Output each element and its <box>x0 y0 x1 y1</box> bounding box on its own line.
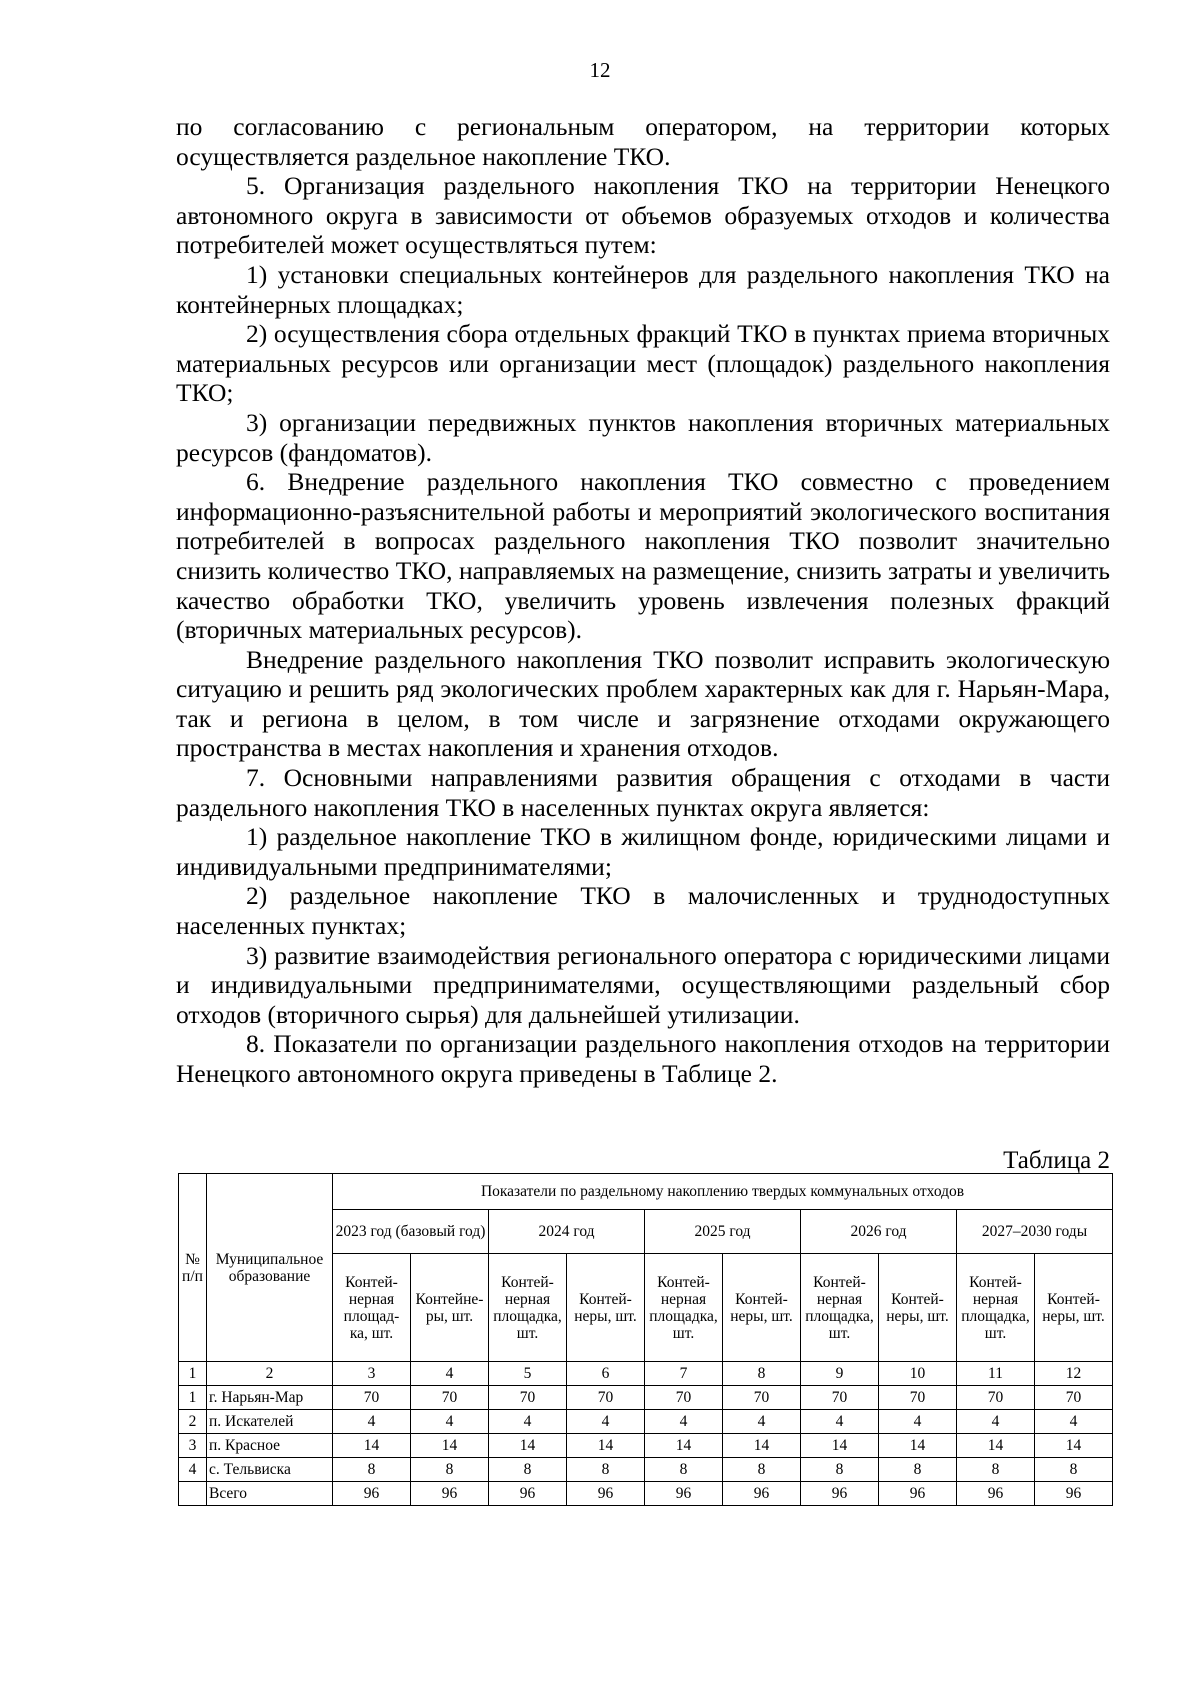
table-row <box>179 1410 1113 1434</box>
paragraph: 1) установки специальных контейнеров для раздельного накопления ТКО на контейнерных площадках; <box>176 259 1110 319</box>
value-cell: 96 <box>723 1482 801 1506</box>
value-cell: 4 <box>489 1410 567 1434</box>
paragraph: 7. Основными направлениями развития обращения с отходами в части раздельного накопления ТКО в населенных пунктах округа является: <box>176 763 1110 822</box>
row-number-cell: 3 <box>179 1434 207 1458</box>
value-cell: 14 <box>879 1434 957 1458</box>
table-caption: Таблица 2 <box>1003 1147 1110 1174</box>
column-number-cell: 5 <box>489 1362 567 1386</box>
value-cell: 70 <box>1035 1386 1113 1410</box>
header-year: 2024 год <box>489 1210 645 1254</box>
header-subcolumn: Контейне-ры, шт. <box>411 1254 489 1362</box>
header-subcolumn: Контей-неры, шт. <box>1035 1254 1113 1362</box>
value-cell: 4 <box>645 1410 723 1434</box>
value-cell: 8 <box>333 1458 411 1482</box>
table-row <box>179 1386 1113 1410</box>
value-cell: 8 <box>879 1458 957 1482</box>
value-cell: 8 <box>411 1458 489 1482</box>
value-cell: 70 <box>723 1386 801 1410</box>
column-number-cell: 11 <box>957 1362 1035 1386</box>
header-num: № п/п <box>179 1174 207 1362</box>
value-cell: 4 <box>411 1410 489 1434</box>
municipality-cell: Всего <box>207 1482 333 1506</box>
header-year: 2023 год (базовый год) <box>333 1210 489 1254</box>
value-cell: 4 <box>879 1410 957 1434</box>
paragraph: 3) организации передвижных пунктов накопления вторичных материальных ресурсов (фандоматов). <box>176 407 1110 467</box>
column-number-cell: 1 <box>179 1362 207 1386</box>
row-number-cell: 1 <box>179 1386 207 1410</box>
table-row <box>179 1458 1113 1482</box>
header-subcolumn: Контей-нерная площадка, шт. <box>645 1254 723 1362</box>
paragraph: 2) раздельное накопление ТКО в малочисленных и труднодоступных населенных пунктах; <box>176 881 1110 941</box>
value-cell: 14 <box>645 1434 723 1458</box>
paragraph: 1) раздельное накопление ТКО в жилищном фонде, юридическими лицами и индивидуальными предпринимателями; <box>176 822 1110 881</box>
header-year: 2025 год <box>645 1210 801 1254</box>
value-cell: 4 <box>567 1410 645 1434</box>
header-municipality: Муниципальное образование <box>207 1174 333 1362</box>
value-cell: 4 <box>333 1410 411 1434</box>
paragraph: 2) осуществления сбора отдельных фракций ТКО в пунктах приема вторичных материальных ресурсов или организации мест (площадок) раздельного накопления ТКО; <box>176 319 1110 408</box>
table-row <box>179 1434 1113 1458</box>
paragraph: по согласованию с региональным оператором, на территории которых осуществляется раздельное накопление ТКО. <box>176 112 1110 171</box>
header-subcolumn: Контей-нерная площадка, шт. <box>957 1254 1035 1362</box>
total-row <box>179 1482 1113 1506</box>
column-number-cell: 8 <box>723 1362 801 1386</box>
row-number-cell: 2 <box>179 1410 207 1434</box>
column-number-cell: 12 <box>1035 1362 1113 1386</box>
header-subcolumn: Контей-неры, шт. <box>723 1254 801 1362</box>
column-number-cell: 6 <box>567 1362 645 1386</box>
value-cell: 8 <box>723 1458 801 1482</box>
value-cell: 70 <box>801 1386 879 1410</box>
value-cell: 8 <box>567 1458 645 1482</box>
row-number-cell <box>179 1482 207 1506</box>
value-cell: 4 <box>723 1410 801 1434</box>
value-cell: 8 <box>1035 1458 1113 1482</box>
header-year: 2027–2030 годы <box>957 1210 1113 1254</box>
municipality-cell: с. Тельвиска <box>207 1458 333 1482</box>
header-subcolumn: Контей-неры, шт. <box>879 1254 957 1362</box>
value-cell: 70 <box>567 1386 645 1410</box>
value-cell: 70 <box>411 1386 489 1410</box>
value-cell: 14 <box>723 1434 801 1458</box>
value-cell: 8 <box>645 1458 723 1482</box>
value-cell: 4 <box>1035 1410 1113 1434</box>
column-number-cell: 2 <box>207 1362 333 1386</box>
municipality-cell: п. Искателей <box>207 1410 333 1434</box>
municipality-cell: п. Красное <box>207 1434 333 1458</box>
paragraph: Внедрение раздельного накопления ТКО позволит исправить экологическую ситуацию и решить ряд экологических проблем характерных как для г. Нарьян-Мара, так и региона в целом, в том числе и загрязнение отходами окружающего пространства в местах накопления и хранения отходов. <box>176 644 1110 763</box>
value-cell: 14 <box>333 1434 411 1458</box>
body-text <box>176 112 1110 1089</box>
column-number-cell: 4 <box>411 1362 489 1386</box>
value-cell: 96 <box>333 1482 411 1506</box>
paragraph: 5. Организация раздельного накопления ТКО на территории Ненецкого автономного округа в зависимости от объемов образуемых отходов и количества потребителей может осуществляться путем: <box>176 171 1110 260</box>
column-number-cell: 3 <box>333 1362 411 1386</box>
value-cell: 70 <box>645 1386 723 1410</box>
page-number: 12 <box>589 58 611 82</box>
column-number-row <box>179 1362 1113 1386</box>
value-cell: 70 <box>957 1386 1035 1410</box>
value-cell: 14 <box>567 1434 645 1458</box>
paragraph: 3) развитие взаимодействия регионального оператора с юридическими лицами и индивидуальными предпринимателями, осуществляющими раздельный сбор отходов (вторичного сырья) для дальнейшей утилизации. <box>176 940 1110 1029</box>
value-cell: 70 <box>333 1386 411 1410</box>
header-year: 2026 год <box>801 1210 957 1254</box>
value-cell: 14 <box>489 1434 567 1458</box>
value-cell: 4 <box>957 1410 1035 1434</box>
value-cell: 96 <box>645 1482 723 1506</box>
value-cell: 96 <box>567 1482 645 1506</box>
value-cell: 8 <box>489 1458 567 1482</box>
value-cell: 70 <box>879 1386 957 1410</box>
value-cell: 8 <box>957 1458 1035 1482</box>
header-subcolumn: Контей-нерная площад-ка, шт. <box>333 1254 411 1362</box>
value-cell: 14 <box>411 1434 489 1458</box>
municipality-cell: г. Нарьян-Мар <box>207 1386 333 1410</box>
paragraph: 6. Внедрение раздельного накопления ТКО совместно с проведением информационно-разъяснительной работы и мероприятий экологического воспитания потребителей в вопросах раздельного накопления ТКО позволит значительно снизить количество ТКО, направляемых на размещение, снизить затраты и увеличить качество обработки ТКО, увеличить уровень извлечения полезных фракций (вторичных материальных ресурсов). <box>176 467 1110 645</box>
value-cell: 96 <box>957 1482 1035 1506</box>
header-subcolumn: Контей-неры, шт. <box>567 1254 645 1362</box>
column-number-cell: 10 <box>879 1362 957 1386</box>
value-cell: 14 <box>957 1434 1035 1458</box>
value-cell: 4 <box>801 1410 879 1434</box>
column-number-cell: 9 <box>801 1362 879 1386</box>
value-cell: 96 <box>801 1482 879 1506</box>
value-cell: 70 <box>489 1386 567 1410</box>
value-cell: 96 <box>411 1482 489 1506</box>
value-cell: 96 <box>489 1482 567 1506</box>
value-cell: 96 <box>879 1482 957 1506</box>
header-subcolumn: Контей-нерная площадка, шт. <box>489 1254 567 1362</box>
value-cell: 96 <box>1035 1482 1113 1506</box>
paragraph: 8. Показатели по организации раздельного накопления отходов на территории Ненецкого автономного округа приведены в Таблице 2. <box>176 1029 1110 1088</box>
value-cell: 8 <box>801 1458 879 1482</box>
indicators-table <box>178 1173 1113 1506</box>
value-cell: 14 <box>801 1434 879 1458</box>
row-number-cell: 4 <box>179 1458 207 1482</box>
header-subcolumn: Контей-нерная площадка, шт. <box>801 1254 879 1362</box>
column-number-cell: 7 <box>645 1362 723 1386</box>
value-cell: 14 <box>1035 1434 1113 1458</box>
header-group: Показатели по раздельному накоплению твердых коммунальных отходов <box>333 1174 1113 1210</box>
